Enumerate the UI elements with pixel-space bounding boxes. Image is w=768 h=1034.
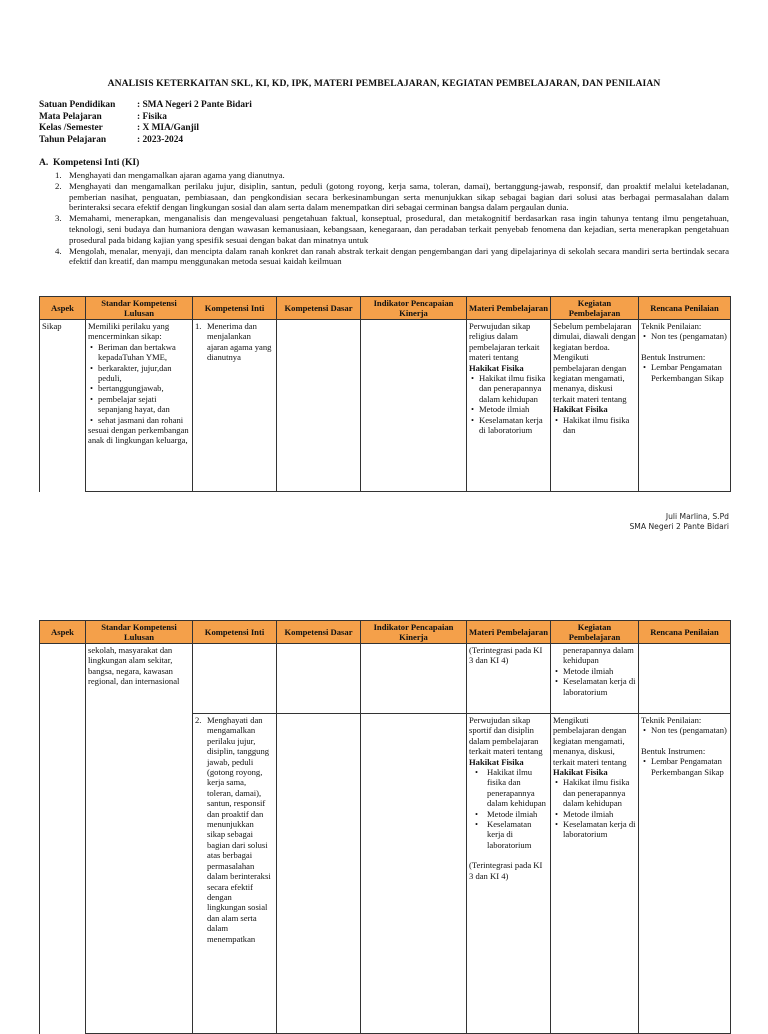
header-ipk: Indikator Pencapaian Kinerja	[361, 297, 467, 320]
identity-row	[39, 112, 252, 124]
list-item: • Non tes (pengamatan)	[651, 725, 728, 735]
list-item: • Hakikat ilmu fisika dan penerapannya dalam kehidupan	[563, 777, 636, 808]
kegiatan-continued: penerapannya dalam kehidupan	[563, 645, 634, 666]
list-number: 1.	[55, 170, 62, 180]
header-ki: Kompetensi Inti	[193, 621, 277, 644]
cell-penilaian	[639, 644, 731, 714]
list-item: • pembelajar sejati sepanjang hayat, dan	[98, 394, 190, 415]
header-materi: Materi Pembelajaran	[467, 297, 551, 320]
identity-row	[39, 123, 252, 135]
kegiatan-heading: Hakikat Fisika	[553, 404, 608, 415]
identity-row	[39, 100, 252, 112]
list-text: Mengolah, menalar, menyaji, dan mencipta dalam ranah konkret dan ranah abstrak terkait dengan pengembangan dari yang dipelajarinya di sekolah secara mandiri serta bertindak secara efektif dan kreatif, dan mampu menggunakan metoda sesuai kaidah keilmuan	[69, 245, 729, 267]
skl-tail: sesuai dengan perkembangan anak di lingkungan keluarga,	[88, 425, 189, 446]
header-ki: Kompetensi Inti	[193, 297, 277, 320]
materi-intro: Perwujudan sikap sportif dan disiplin dalam pembelajaran terkait materi tentang	[469, 715, 543, 757]
list-item: • Keselamatan kerja di laboratorium	[479, 415, 548, 436]
list-item	[39, 213, 729, 245]
cell-ki	[193, 320, 277, 492]
identity-label: Satuan Pendidikan	[39, 100, 116, 110]
list-item: • Lembar Pengamatan Perkembangan Sikap	[651, 756, 728, 777]
penilaian-bullets	[641, 756, 728, 777]
kegiatan-bullets	[553, 777, 636, 839]
section-heading-text: Kompetensi Inti (KI)	[53, 157, 140, 168]
analysis-table-page-2	[39, 620, 731, 1034]
list-item: • Non tes (pengamatan)	[651, 331, 728, 341]
list-item: • Hakikat ilmu fisika dan	[563, 415, 636, 436]
header-penilaian: Rencana Penilaian	[639, 621, 731, 644]
cell-skl	[86, 714, 193, 1034]
skl-bullets	[88, 342, 190, 425]
cell-materi: (Terintegrasi pada KI 3 dan KI 4)	[467, 644, 551, 714]
cell-materi	[467, 714, 551, 1034]
kegiatan-bullets	[553, 415, 636, 436]
identity-value: : Fisika	[137, 111, 167, 122]
list-item: • sehat jasmani dan rohani	[98, 415, 190, 425]
cell-aspek	[40, 644, 86, 1034]
signature-school: SMA Negeri 2 Pante Bidari	[629, 522, 729, 531]
section-marker: A.	[39, 157, 49, 168]
list-item: • Metode ilmiah	[487, 809, 548, 819]
header-ipk: Indikator Pencapaian Kinerja	[361, 621, 467, 644]
cell-materi	[467, 320, 551, 492]
table-row	[40, 320, 731, 492]
list-item	[39, 181, 729, 213]
signature-block	[629, 512, 729, 532]
cell-ipk	[361, 714, 467, 1034]
kegiatan-bullets	[553, 666, 636, 697]
analysis-table-page-1	[39, 296, 731, 492]
penilaian-bullets	[641, 331, 728, 341]
cell-penilaian	[639, 320, 731, 492]
ki-section-heading	[39, 157, 139, 168]
cell-ki	[193, 714, 277, 1034]
identity-label: Mata Pelajaran	[39, 111, 102, 122]
identity-value: : 2023-2024	[137, 134, 184, 145]
kegiatan-intro: Sebelum pembelajaran dimulai, diawali dengan kegiatan berdoa. Mengikuti pembelajaran dengan kegiatan mengamati, menanya, diskusi terkait materi tentang	[553, 321, 636, 404]
materi-heading: Hakikat Fisika	[469, 756, 524, 767]
identity-table	[39, 100, 252, 146]
table-row	[40, 644, 731, 714]
list-item: • Keselamatan kerja di laboratorium	[563, 819, 636, 840]
list-item: • Metode ilmiah	[563, 809, 636, 819]
table-header-row	[40, 297, 731, 320]
header-skl: Standar Kompetensi Lulusan	[86, 297, 193, 320]
identity-value: : SMA Negeri 2 Pante Bidari	[137, 100, 252, 110]
header-aspek: Aspek	[40, 297, 86, 320]
list-item: • Metode ilmiah	[563, 666, 636, 676]
list-item	[39, 246, 729, 268]
ki-list	[39, 170, 729, 267]
penilaian-teknik: Teknik Penilaian:	[641, 321, 702, 331]
penilaian-bullets	[641, 725, 728, 735]
list-item: • berkarakter, jujur,dan peduli,	[98, 363, 190, 384]
identity-value: : X MIA/Ganjil	[137, 123, 199, 134]
document-title: ANALISIS KETERKAITAN SKL, KI, KD, IPK, MATERI PEMBELAJARAN, KEGIATAN PEMBELAJARAN, DAN PENILAIAN	[107, 78, 661, 89]
list-text: Menghayati dan mengamalkan perilaku jujur, disiplin, santun, peduli (gotong royong, kerja sama, toleran, damai), bertanggung-jawab, responsif, dan proaktif melalui keteladanan, pemberian nasihat, penguatan, pembiasaan, dan pengkondisian secara berkesinambungan serta menunjukkan sikap sebagai bagian dari solusi atas berbagai permasalahan dalam berinteraksi secara efektif dengan lingkungan sosial dan alam serta dalam menempatkan diri sebagai cerminan bangsa dalam pergaulan dunia.	[69, 180, 729, 213]
materi-intro: Perwujudan sikap religius dalam pembelajaran terkait materi tentang	[469, 321, 540, 363]
penilaian-instrumen: Bentuk Instrumen:	[641, 745, 706, 756]
header-kegiatan: Kegiatan Pembelajaran	[551, 297, 639, 320]
identity-row	[39, 135, 252, 147]
list-number: 1.	[195, 321, 202, 331]
cell-kegiatan	[551, 714, 639, 1034]
identity-label: Kelas /Semester	[39, 123, 103, 134]
header-materi: Materi Pembelajaran	[467, 621, 551, 644]
cell-ipk	[361, 320, 467, 492]
list-number: 4.	[55, 245, 62, 256]
list-number: 2.	[195, 715, 202, 725]
header-skl: Standar Kompetensi Lulusan	[86, 621, 193, 644]
list-number: 3.	[55, 213, 62, 224]
cell-aspek: Sikap	[40, 320, 86, 492]
ki-text: Menerima dan menjalankan ajaran agama yang dianutnya	[207, 321, 272, 363]
list-item: • Metode ilmiah	[479, 404, 548, 414]
cell-ki	[193, 644, 277, 714]
list-item: • Keselamatan kerja di laboratorium	[563, 676, 636, 697]
kegiatan-intro: Mengikuti pembelajaran dengan kegiatan mengamati, menanya, diskusi, terkait materi tentang	[553, 715, 627, 767]
cell-kegiatan	[551, 320, 639, 492]
document-page-2	[0, 560, 768, 1024]
signature-name: Juli Marlina, S.Pd	[665, 512, 729, 521]
list-item	[39, 170, 729, 181]
penilaian-teknik: Teknik Penilaian:	[641, 715, 702, 725]
kegiatan-heading: Hakikat Fisika	[553, 767, 608, 778]
materi-heading: Hakikat Fisika	[469, 362, 524, 373]
ki-text: Menghayati dan mengamalkan perilaku jujur, disiplin, tanggung jawab, peduli (gotong royong, kerja sama, toleran, damai), santun, responsif dan proaktif dan menunjukkan sikap sebagai bagian dari solusi atas berbagai permasalahan dalam berinteraksi secara efektif dengan lingkungan sosial dan alam serta dalam menempatkan	[207, 715, 271, 944]
list-text: Menghayati dan mengamalkan ajaran agama yang dianutnya.	[69, 170, 285, 180]
list-item: • Hakikat ilmu fisika dan penerapannya dalam kehidupan	[479, 373, 548, 404]
materi-tail: (Terintegrasi pada KI 3 dan KI 4)	[469, 860, 543, 881]
header-kd: Kompetensi Dasar	[277, 297, 361, 320]
table-header-row	[40, 621, 731, 644]
cell-skl	[86, 320, 193, 492]
cell-kd	[277, 714, 361, 1034]
materi-bullets	[469, 767, 548, 850]
cell-skl: sekolah, masyarakat dan lingkungan alam sekitar, bangsa, negara, kawasan regional, dan internasional	[86, 644, 193, 714]
materi-bullets	[469, 373, 548, 435]
header-penilaian: Rencana Penilaian	[639, 297, 731, 320]
list-text: Memahami, menerapkan, menganalisis dan mengevaluasi pengetahuan faktual, konseptual, prosedural, dan metakognitif berdasarkan rasa ingin tahunya tentang ilmu pengetahuan, teknologi, seni budaya dan humaniora dengan wawasan kemanusiaan, kebangsaan, kenegaraan, dan peradaban terkait penyebab fenomena dan kejadian, serta menerapkan pengetahuan prosedural pada bidang kajian yang spesifik sesuai dengan bakat dan minatnya untuk	[69, 213, 729, 245]
list-item: • Beriman dan bertakwa kepadaTuhan YME,	[98, 342, 190, 363]
list-number: 2.	[55, 180, 62, 191]
list-item: • Hakikat ilmu fisika dan penerapannya dalam kehidupan	[487, 767, 548, 809]
cell-kd	[277, 320, 361, 492]
header-kd: Kompetensi Dasar	[277, 621, 361, 644]
list-item: • bertanggungjawab,	[98, 383, 190, 393]
skl-intro: Memiliki perilaku yang mencerminkan sikap:	[88, 321, 170, 342]
cell-kegiatan	[551, 644, 639, 714]
cell-ipk	[361, 644, 467, 714]
list-item: • Keselamatan kerja di laboratorium	[487, 819, 548, 850]
identity-label: Tahun Pelajaran	[39, 134, 107, 145]
penilaian-bullets	[641, 362, 728, 383]
cell-penilaian	[639, 714, 731, 1034]
cell-kd	[277, 644, 361, 714]
penilaian-instrumen: Bentuk Instrumen:	[641, 351, 706, 362]
list-item: • Lembar Pengamatan Perkembangan Sikap	[651, 362, 728, 383]
header-kegiatan: Kegiatan Pembelajaran	[551, 621, 639, 644]
header-aspek: Aspek	[40, 621, 86, 644]
table-row	[40, 714, 731, 1034]
